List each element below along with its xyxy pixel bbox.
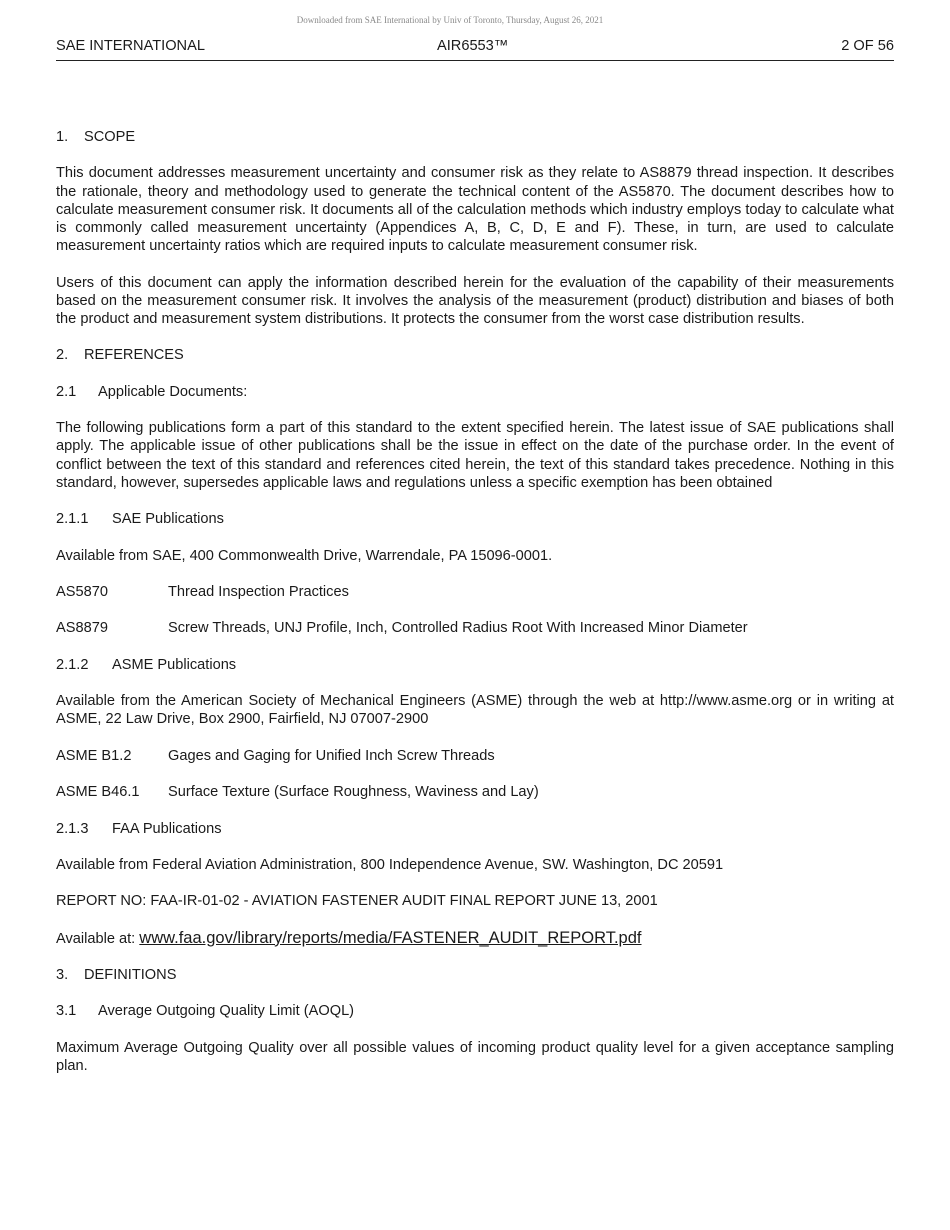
section-number: 2.1.2 xyxy=(56,656,89,673)
section-number: 2.1.1 xyxy=(56,511,89,528)
section-title: SAE Publications xyxy=(112,511,224,528)
reference-entry xyxy=(56,583,894,601)
faa-report-link[interactable]: www.faa.gov/library/reports/media/FASTENER_AUDIT_REPORT.pdf xyxy=(139,928,642,947)
reference-id: AS8879 xyxy=(56,620,108,637)
reference-id: ASME B1.2 xyxy=(56,747,132,764)
reference-entry xyxy=(56,619,894,637)
subsection-heading-applicable-documents xyxy=(56,383,894,401)
header-organization: SAE INTERNATIONAL xyxy=(56,38,205,54)
faa-availability-text: Available from Federal Aviation Administration, 800 Independence Avenue, SW. Washington, DC 20591 xyxy=(56,856,724,873)
section-number: 2.1 xyxy=(56,383,77,400)
faa-link-line xyxy=(56,929,894,948)
section-number: 3. xyxy=(56,967,69,984)
reference-title: Surface Texture (Surface Roughness, Waviness and Lay) xyxy=(168,784,539,801)
scope-paragraph-1: This document addresses measurement uncertainty and consumer risk as they relate to AS8879 thread inspection. It describes the rationale, theory and methodology used to generate the technical content of the AS5870. The document describes how to calculate measurement consumer risk. It documents all of the calculation methods which industry employs today to calculate what is commonly called measurement uncertainty (Appendices A, B, C, D, E and F). These, in turn, are used to calculate measurement uncertainty ratios which are required inputs to calculate measurement consumer risk. xyxy=(56,165,894,255)
section-title: SCOPE xyxy=(84,129,136,145)
reference-title: Thread Inspection Practices xyxy=(168,583,349,600)
scope-paragraph-2: Users of this document can apply the information described herein for the evaluation of the capability of their measurements based on the measurement consumer risk. It involves the analysis of the measurement (product) distribution and biases of both the product and measurement system distributions. It protects the consumer from the worst case distribution results. xyxy=(56,274,894,327)
sae-availability-text: Available from SAE, 400 Commonwealth Drive, Warrendale, PA 15096-0001. xyxy=(56,547,553,564)
reference-title: Gages and Gaging for Unified Inch Screw Threads xyxy=(168,747,495,764)
section-title: Applicable Documents: xyxy=(98,383,248,400)
document-body xyxy=(56,128,894,1093)
asme-availability-text: Available from the American Society of Mechanical Engineers (ASME) through the web at http://www.asme.org or in writing at ASME, 22 Law Drive, Box 2900, Fairfield, NJ 07007-2900 xyxy=(56,693,894,728)
section-title: DEFINITIONS xyxy=(84,967,177,984)
subsection-heading-sae-publications xyxy=(56,510,894,528)
aoql-definition-paragraph: Maximum Average Outgoing Quality over all possible values of incoming product quality level for a given acceptance sampling plan. xyxy=(56,1039,894,1075)
reference-title: Screw Threads, UNJ Profile, Inch, Controlled Radius Root With Increased Minor Diameter xyxy=(168,620,748,637)
download-watermark: Downloaded from SAE International by Univ of Toronto, Thursday, August 26, 2021 xyxy=(296,15,604,25)
section-title: FAA Publications xyxy=(112,820,222,837)
faa-report-number: REPORT NO: FAA-IR-01-02 - AVIATION FASTENER AUDIT FINAL REPORT JUNE 13, 2001 xyxy=(56,893,658,910)
subsection-heading-asme-publications xyxy=(56,656,894,674)
available-at-label: Available at: xyxy=(56,930,140,947)
section-heading-references xyxy=(56,346,894,364)
section-number: 1. xyxy=(56,129,69,145)
section-heading-definitions xyxy=(56,966,894,984)
header-document-number: AIR6553™ xyxy=(437,38,509,54)
reference-entry xyxy=(56,783,894,801)
subsection-heading-aoql xyxy=(56,1002,894,1020)
page-header xyxy=(56,38,894,61)
header-page-number: 2 OF 56 xyxy=(841,38,894,54)
subsection-heading-faa-publications xyxy=(56,820,894,838)
reference-id: AS5870 xyxy=(56,583,108,600)
section-heading-scope xyxy=(56,128,894,146)
section-number: 2.1.3 xyxy=(56,820,89,837)
reference-entry xyxy=(56,747,894,765)
section-title: ASME Publications xyxy=(112,656,237,673)
section-title: REFERENCES xyxy=(84,347,184,364)
section-number: 2. xyxy=(56,347,69,364)
section-number: 3.1 xyxy=(56,1003,77,1020)
applicable-documents-paragraph: The following publications form a part of this standard to the extent specified herein. The latest issue of SAE publications shall apply. The applicable issue of other publications shall be the issue in effect on the date of the purchase order. In the event of conflict between the text of this standard and references cited herein, the text of this standard takes precedence. Nothing in this standard, however, supersedes applicable laws and regulations unless a specific exemption has been obtained xyxy=(56,420,894,491)
reference-id: ASME B46.1 xyxy=(56,784,140,801)
section-title: Average Outgoing Quality Limit (AOQL) xyxy=(98,1003,355,1020)
